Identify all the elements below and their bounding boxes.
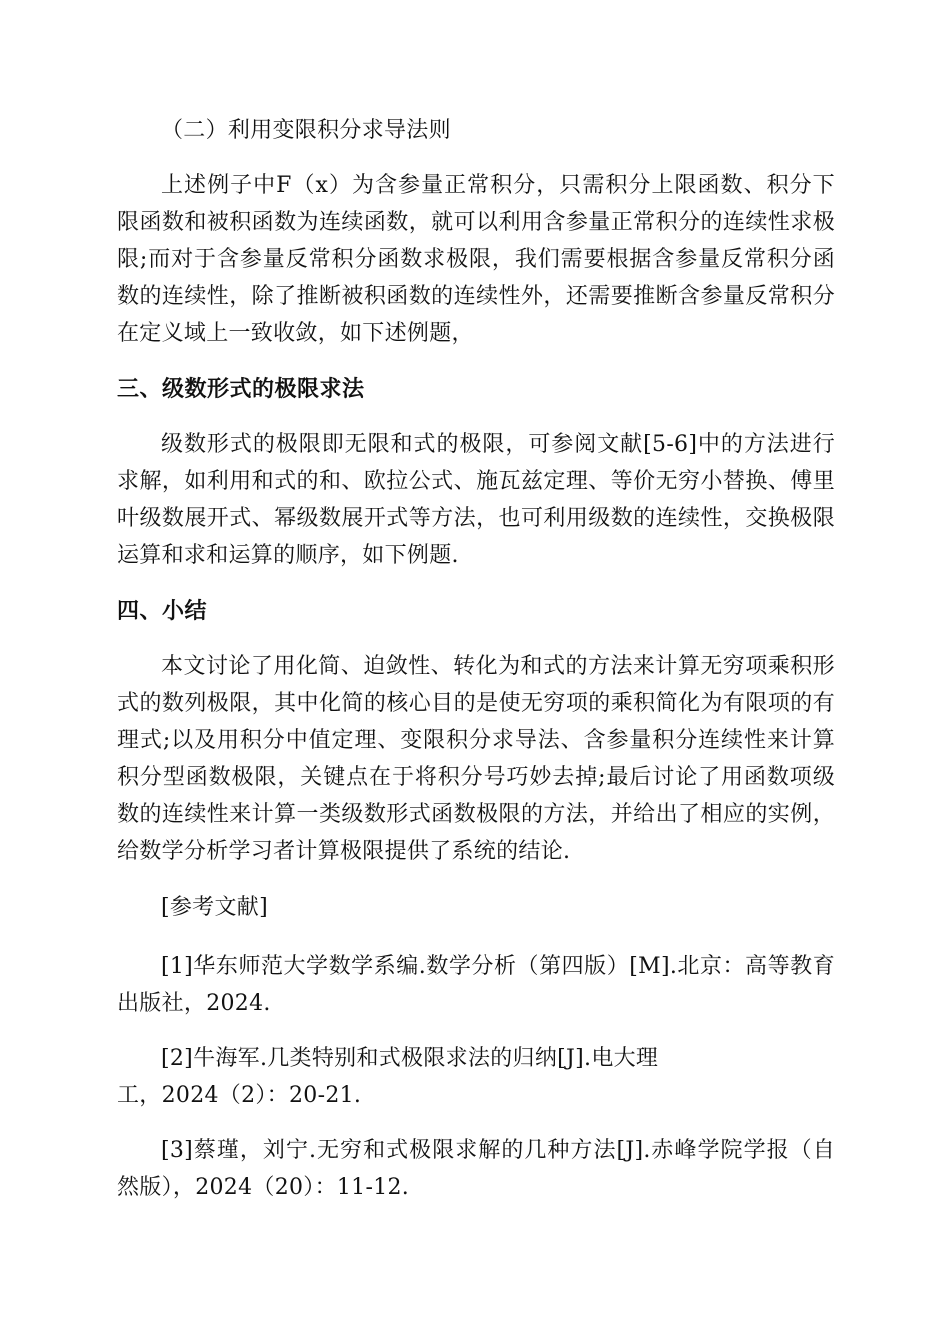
section-3-paragraph: 级数形式的极限即无限和式的极限，可参阅文献[5-6]中的方法进行求解，如利用和式的和、欧拉公式、施瓦兹定理、等价无穷小替换、傅里叶级数展开式、幂级数展开式等方法，也可利用级数的连续性，交换极限运算和求和运算的顺序，如下例题. [117,432,835,568]
section-3-heading: 三、级数形式的极限求法 [117,377,365,402]
reference-item-3: [3]蔡瑾，刘宁.无穷和式极限求解的几种方法[J].赤峰学院学报（自然版），2024（20）：11-12. [117,1138,835,1200]
subsection-2-paragraph: 上述例子中F（x）为含参量正常积分，只需积分上限函数、积分下限函数和被积函数为连续函数，就可以利用含参量正常积分的连续性求极限;而对于含参量反常积分函数求极限，我们需要根据含参量反常积分函数的连续性，除了推断被积函数的连续性外，还需要推断含参量反常积分在定义域上一致收敛，如下述例题， [117,173,835,346]
subsection-2-title: （二）利用变限积分求导法则 [161,118,451,143]
reference-item-2: [2]牛海军.几类特别和式极限求法的归纳[J].电大理 [161,1046,659,1071]
section-4-paragraph: 本文讨论了用化简、迫敛性、转化为和式的方法来计算无穷项乘积形式的数列极限，其中化简的核心目的是使无穷项的乘积简化为有限项的有理式;以及用积分中值定理、变限积分求导法、含参量积分连续性来计算积分型函数极限，关键点在于将积分号巧妙去掉;最后讨论了用函数项级数的连续性来计算一类级数形式函数极限的方法，并给出了相应的实例，给数学分析学习者计算极限提供了系统的结论. [117,654,835,864]
reference-item-2-continued: 工，2024（2）：20-21. [117,1083,362,1108]
references-title: [参考文献] [161,895,268,920]
section-4-heading: 四、小结 [117,599,208,624]
reference-item-1: [1]华东师范大学数学系编.数学分析（第四版）[M].北京：高等教育出版社，2024. [117,954,835,1016]
